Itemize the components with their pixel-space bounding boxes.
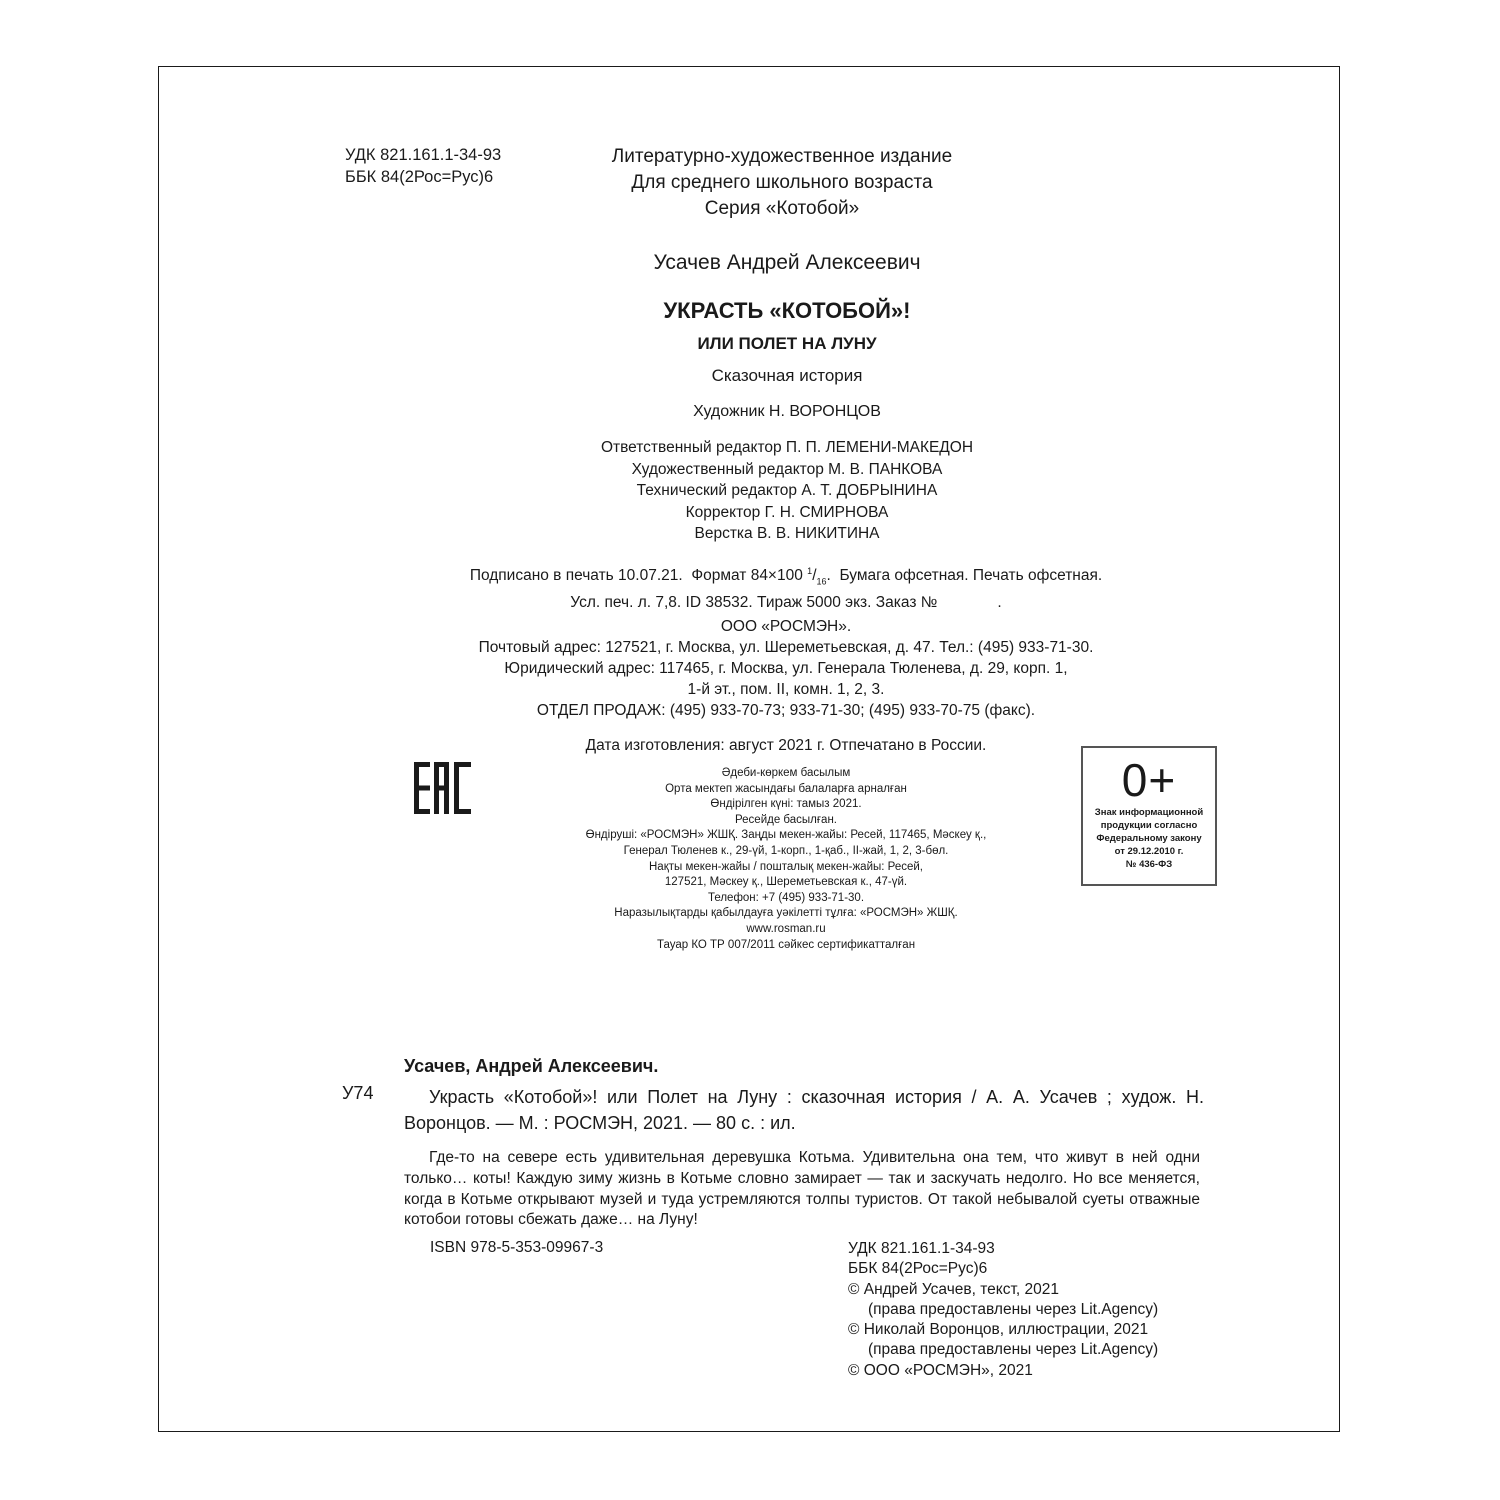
editor-line: Технический редактор А. Т. ДОБРЫНИНА xyxy=(636,482,938,499)
legal-address: Юридический адрес: 117465, г. Москва, ул. Генерала Тюленева, д. 29, корп. 1, xyxy=(504,660,1068,677)
signed-date: Подписано в печать 10.07.21. xyxy=(469,567,683,585)
postal-address: Почтовый адрес: 127521, г. Москва, ул. Шереметьевская, д. 47. Тел.: (495) 933-71-30. xyxy=(478,639,1094,656)
publisher-info xyxy=(386,616,1186,700)
kazakh-line: Генерал Тюленев к., 29-үй, 1-корп., 1-қаб., II-жай, 1, 2, 3-бөл. xyxy=(623,844,949,857)
edition-type: Литературно-художественное издание xyxy=(611,146,953,167)
eac-logo-icon xyxy=(412,760,474,816)
age-rating-value: 0+ xyxy=(1121,754,1177,806)
bibliography-entry: Украсть «Котобой»! или Полет на Луну : сказочная история / А. А. Усачев ; худож. Н. Воронцов. — М. : РОСМЭН, 2021. — 80 с. : ил. xyxy=(404,1087,1204,1133)
edition-info xyxy=(487,144,1077,222)
series-name: Серия «Котобой» xyxy=(704,198,860,219)
print-line-2 xyxy=(386,592,1186,613)
editor-line: Ответственный редактор П. П. ЛЕМЕНИ-МАКЕДОН xyxy=(600,439,974,456)
author-name: Усачев Андрей Алексеевич xyxy=(653,251,921,274)
kazakh-line: Өндірілген күні: тамыз 2021. xyxy=(710,798,862,811)
udk-top-line: УДК 821.161.1-34-93 xyxy=(345,146,502,164)
paper-info: Бумага офсетная. Печать офсетная. xyxy=(839,567,1103,585)
age-rating-note xyxy=(1083,806,1215,871)
publisher-name: ООО «РОСМЭН». xyxy=(720,618,852,635)
bibliography-author: Усачев, Андрей Алексеевич. xyxy=(404,1056,659,1076)
age-note-line: продукции согласно xyxy=(1100,820,1198,831)
kazakh-line: Ресейде басылған. xyxy=(734,813,837,826)
sales-dept: ОТДЕЛ ПРОДАЖ: (495) 933-70-73; 933-71-30; (495) 933-70-75 (факс). xyxy=(536,702,1036,719)
format-num: 1 xyxy=(807,566,813,576)
editor-line: Художественный редактор М. В. ПАНКОВА xyxy=(631,460,943,478)
format-den: 16 xyxy=(816,576,827,587)
bbk-top-line: ББК 84(2Рос=Рус)6 xyxy=(345,168,494,186)
kazakh-line: Телефон: +7 (495) 933-71-30. xyxy=(707,891,865,904)
kazakh-line: Әдеби-көркем басылым xyxy=(721,767,851,779)
editors-list xyxy=(487,437,1087,545)
format-tail: . xyxy=(826,567,831,585)
print-run: Усл. печ. л. 7,8. ID 38532. Тираж 5000 экз. Заказ № xyxy=(570,594,938,612)
text-rights: (права предоставлены через Lit.Agency) xyxy=(868,1300,1159,1318)
age-note-line: Знак информационной xyxy=(1094,807,1204,818)
age-note-line: от 29.12.2010 г. xyxy=(1114,846,1184,857)
print-run-end: . xyxy=(997,594,1002,612)
age-audience: Для среднего школьного возраста xyxy=(631,172,933,193)
copyright-block xyxy=(848,1239,1158,1381)
illustrator: Художник Н. ВОРОНЦОВ xyxy=(693,403,881,420)
annotation: Где-то на севере есть удивительная деревушка Котьма. Удивительна она тем, что живут в ней одни только… коты! Каждую зиму жизнь в Котьме словно замирает — так и заскучать недолго. Но все меняется, когда в Котьме открывают музей и туда устремляются толпы туристов. От такой небывалой суеты отважные котобои готовы сбежать даже… на Луну! xyxy=(404,1149,1200,1229)
kazakh-line: Өндіруші: «РОСМЭН» ЖШҚ. Заңды мекен-жайы: Ресей, 117465, Мәскеу қ., xyxy=(585,829,987,842)
book-title: УКРАСТЬ «КОТОБОЙ»! xyxy=(663,298,911,323)
kazakh-line: www.rosman.ru xyxy=(746,922,826,935)
print-line-1: Подписано в печать 10.07.21. Формат 84×100 $^1/_{16}$. Бумага офсетная. Печать офсетная. xyxy=(469,566,1103,587)
illustrations-copyright: © Николай Воронцов, иллюстрации, 2021 xyxy=(848,1321,1149,1339)
text-copyright: © Андрей Усачев, текст, 2021 xyxy=(848,1280,1059,1298)
legal-address-cont: 1-й эт., пом. II, комн. 1, 2, 3. xyxy=(687,681,885,698)
age-note-line: № 436-ФЗ xyxy=(1125,859,1173,870)
age-rating-badge xyxy=(1081,746,1217,886)
isbn: ISBN 978-5-353-09967-3 xyxy=(430,1239,604,1256)
editor-line: Верстка В. В. НИКИТИНА xyxy=(694,525,880,542)
kazakh-line: Нақты мекен-жайы / пошталық мекен-жайы: Ресей, xyxy=(649,860,923,873)
print-info xyxy=(386,561,1186,613)
kazakh-line: Тауар КО ТР 007/2011 сәйкес сертификатталған xyxy=(656,938,916,951)
format-label: Формат 84×100 xyxy=(691,567,803,585)
manufacture-date: Дата изготовления: август 2021 г. Отпечатано в России. xyxy=(585,737,987,754)
publisher-copyright: © ООО «РОСМЭН», 2021 xyxy=(848,1361,1033,1379)
udk-bbk-top xyxy=(345,144,501,188)
book-genre: Сказочная история xyxy=(711,366,863,385)
editor-line: Корректор Г. Н. СМИРНОВА xyxy=(685,503,889,521)
bbk-bottom-line: ББК 84(2Рос=Рус)6 xyxy=(848,1260,988,1278)
udk-bottom-line: УДК 821.161.1-34-93 xyxy=(848,1240,995,1257)
kazakh-line: Орта мектеп жасындағы балаларға арналған xyxy=(665,782,907,795)
illustrations-rights: (права предоставлены через Lit.Agency) xyxy=(868,1341,1159,1359)
author-sign-code: У74 xyxy=(342,1083,374,1103)
kazakh-info xyxy=(486,766,1086,953)
book-subtitle: ИЛИ ПОЛЕТ НА ЛУНУ xyxy=(697,334,877,353)
kazakh-line: 127521, Мәскеу қ., Шереметьевская к., 47-үй. xyxy=(664,876,908,889)
age-note-line: Федеральному закону xyxy=(1096,833,1202,844)
kazakh-line: Наразылықтарды қабылдауға уәкілетті тұлға: «РОСМЭН» ЖШҚ. xyxy=(614,907,958,920)
